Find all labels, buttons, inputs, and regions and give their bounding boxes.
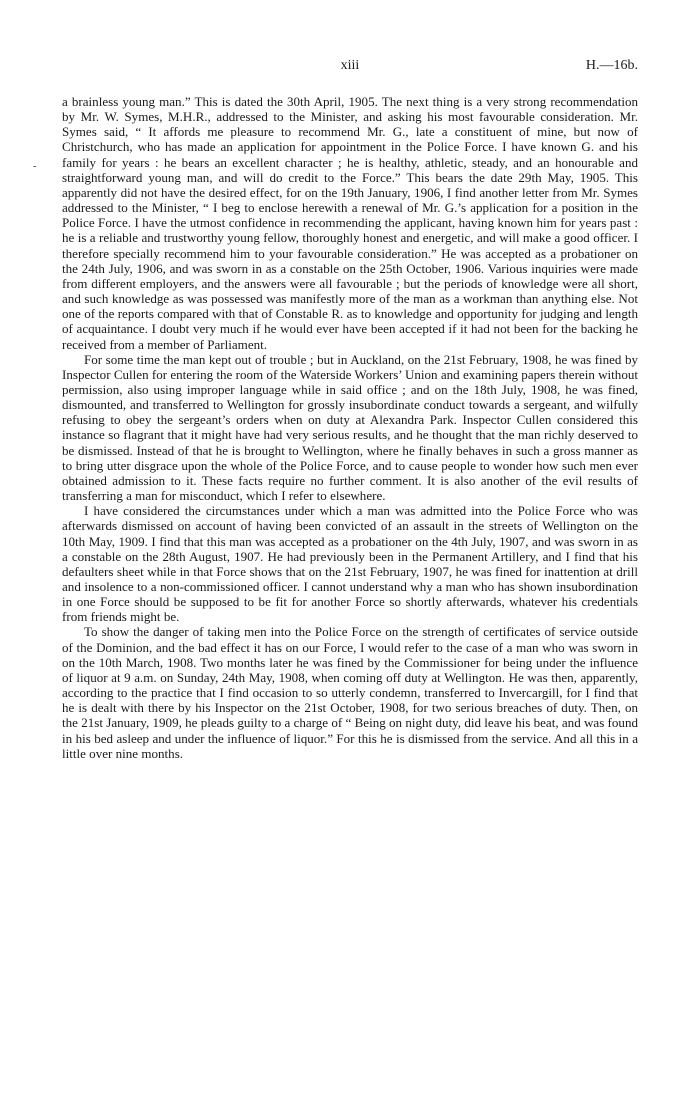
body-text xyxy=(62,94,638,761)
paragraph-1: a brainless young man.” This is dated the 30th April, 1905. The next thing is a very strong recommendation by Mr. W. Symes, M.H.R., addressed to the Minister, and asking his most favourable consideration. Mr. Symes said, “ It affords me pleasure to recommend Mr. G., late a constituent of mine, but now of Christchurch, who has made an application for appointment in the Police Force. I have known G. and his family for years : he bears an excellent character ; he is healthy, athletic, steady, and an honourable and straightforward young man, and will do credit to the Force.” This bears the date 29th May, 1905. This apparently did not have the desired effect, for on the 19th January, 1906, I find another letter from Mr. Symes addressed to the Minister, “ I beg to enclose herewith a renewal of Mr. G.’s application for a position in the Police Force. I have the utmost confidence in recommending the applicant, having known him for years past : he is a reliable and trustworthy young fellow, thoroughly honest and energetic, and will make a good officer. I therefore specially recommend him to your favourable consideration.” He was accepted as a probationer on the 24th July, 1906, and was sworn in as a constable on the 25th October, 1906. Various inquiries were made from different employers, and the answers were all favourable ; but the periods of knowledge were all short, and such knowledge as was possessed was manifestly more of the man as a workman than anything else. Not one of the reports compared with that of Constable R. as to knowledge and opportunity for judging and length of acquaintance. I doubt very much if he would ever have been accepted if it had not been for the backing he received from a member of Parliament. xyxy=(62,94,638,352)
paragraph-4: To show the danger of taking men into the Police Force on the strength of certificates of service outside of the Dominion, and the bad effect it has on our Force, I would refer to the case of a man who was sworn in on the 10th March, 1908. Two months later he was fined by the Commissioner for being under the influence of liquor at 9 a.m. on Sunday, 24th May, 1908, when coming off duty at Wellington. He was then, apparently, according to the practice that I find occasion to so utterly condemn, transferred to Invercargill, for I find that he is dealt with there by his Inspector on the 21st October, 1908, for two serious breaches of duty. Then, on the 21st January, 1909, he pleads guilty to a charge of “ Being on night duty, did leave his beat, and was found in his bed asleep and under the influence of liquor.” For this he is dismissed from the service. And all this in a little over nine months. xyxy=(62,624,638,761)
page-number: xiii xyxy=(340,58,360,73)
page-header xyxy=(0,58,700,78)
margin-mark: - xyxy=(33,161,37,172)
document-reference: H.—16b. xyxy=(585,58,638,73)
paragraph-2: For some time the man kept out of trouble ; but in Auckland, on the 21st February, 1908, he was fined by Inspector Cullen for entering the room of the Waterside Workers’ Union and examining papers therein without permission, also using improper language while in said office ; and on the 18th July, 1908, he was fined, dismounted, and transferred to Wellington for grossly insubordinate conduct towards a sergeant, and wilfully refusing to obey the sergeant’s orders when on duty at Alexandra Park. Inspector Cullen considered this instance so flagrant that it might have had very serious results, and he thought that the man richly deserved to be dismissed. Instead of that he is brought to Wellington, where he finally behaves in such a gross manner as to bring utter disgrace upon the whole of the Police Force, and to cause people to wonder how such men ever obtained admission to it. These facts require no further comment. It is also another of the evil results of transferring a man for misconduct, which I refer to elsewhere. xyxy=(62,351,638,504)
paragraph-3: I have considered the circumstances under which a man was admitted into the Police Force who was afterwards dismissed on account of having been convicted of an assault in the streets of Wellington on the 10th May, 1909. I find that this man was accepted as a probationer on the 4th July, 1907, and was sworn in as a constable on the 28th August, 1907. He had previously been in the Permanent Artillery, and I find that his defaulters sheet while in that Force shows that on the 21st February, 1907, he was fined for inattention at drill and insolence to a non-commissioned officer. I cannot understand why a man who has shown insubordination in one Force should be supposed to be fit for another Force so shortly afterwards, whatever his credentials from friends might be. xyxy=(62,503,638,625)
